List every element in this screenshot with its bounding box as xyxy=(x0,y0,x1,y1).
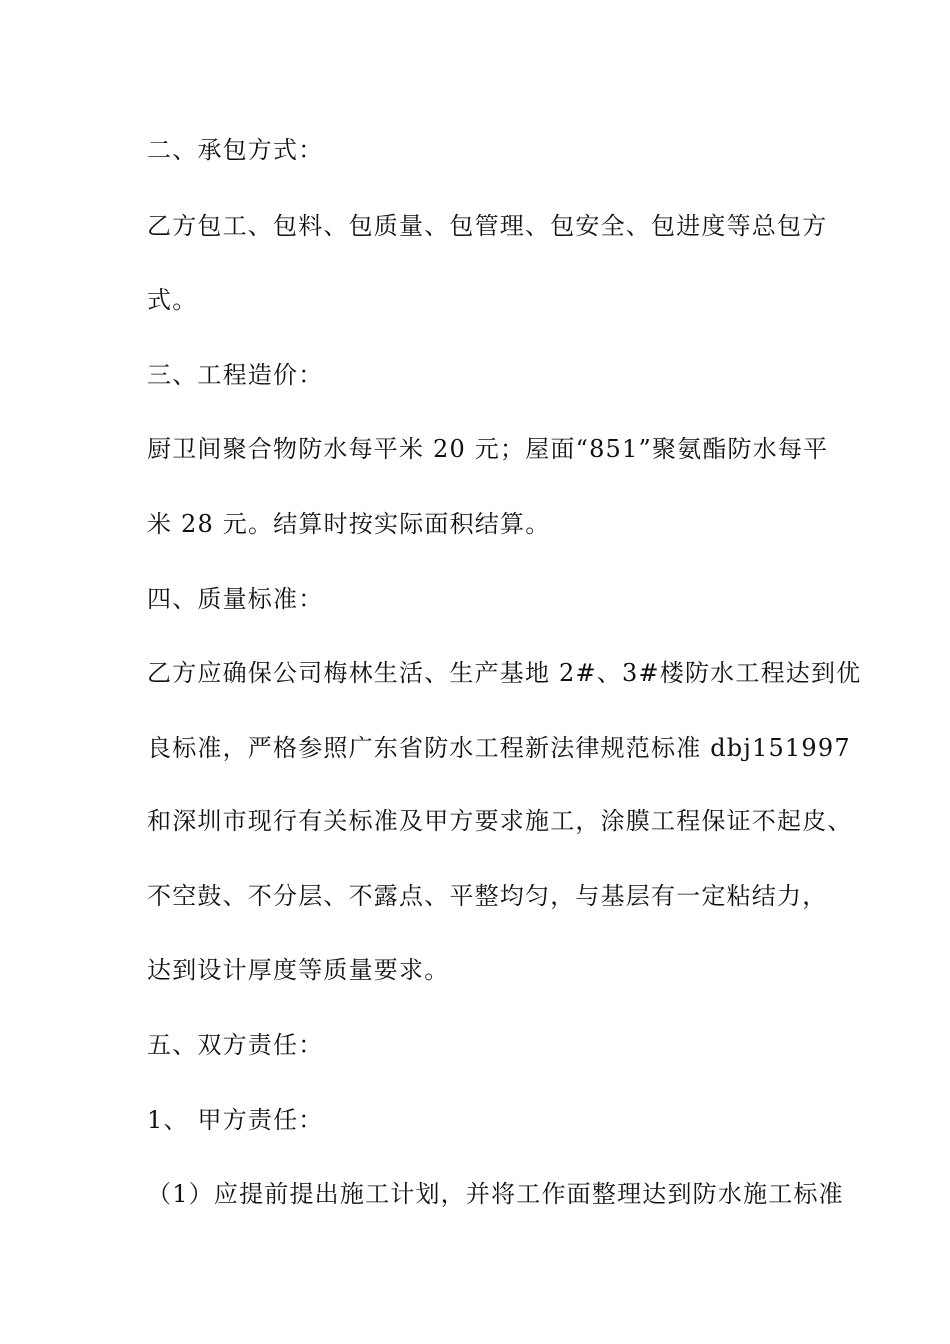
paragraph-line: 乙方包工、包料、包质量、包管理、包安全、包进度等总包方 xyxy=(147,212,828,240)
section-heading-project-cost: 三、工程造价： xyxy=(147,361,324,389)
paragraph-line: 乙方应确保公司梅林生活、生产基地 2#、3#楼防水工程达到优 xyxy=(147,659,862,687)
paragraph-line: 良标准，严格参照广东省防水工程新法律规范标准 dbj151997 xyxy=(147,734,851,762)
paragraph-line: 厨卫间聚合物防水每平米 20 元；屋面“851”聚氨酯防水每平 xyxy=(147,435,829,463)
section-heading-contract-method: 二、承包方式： xyxy=(147,136,324,164)
section-heading-responsibilities: 五、双方责任： xyxy=(147,1031,324,1059)
paragraph-line: 米 28 元。结算时按实际面积结算。 xyxy=(147,510,551,538)
paragraph-line: 式。 xyxy=(147,286,198,314)
subsection-heading-party-a: 1、 甲方责任： xyxy=(147,1106,324,1134)
section-heading-quality-standard: 四、质量标准： xyxy=(147,585,324,613)
paragraph-line: 和深圳市现行有关标准及甲方要求施工，涂膜工程保证不起皮、 xyxy=(147,807,853,835)
paragraph-line: 不空鼓、不分层、不露点、平整均匀，与基层有一定粘结力， xyxy=(147,882,828,910)
paragraph-line: 达到设计厚度等质量要求。 xyxy=(147,956,450,984)
list-item: （1）应提前提出施工计划，并将工作面整理达到防水施工标准 xyxy=(147,1180,844,1208)
